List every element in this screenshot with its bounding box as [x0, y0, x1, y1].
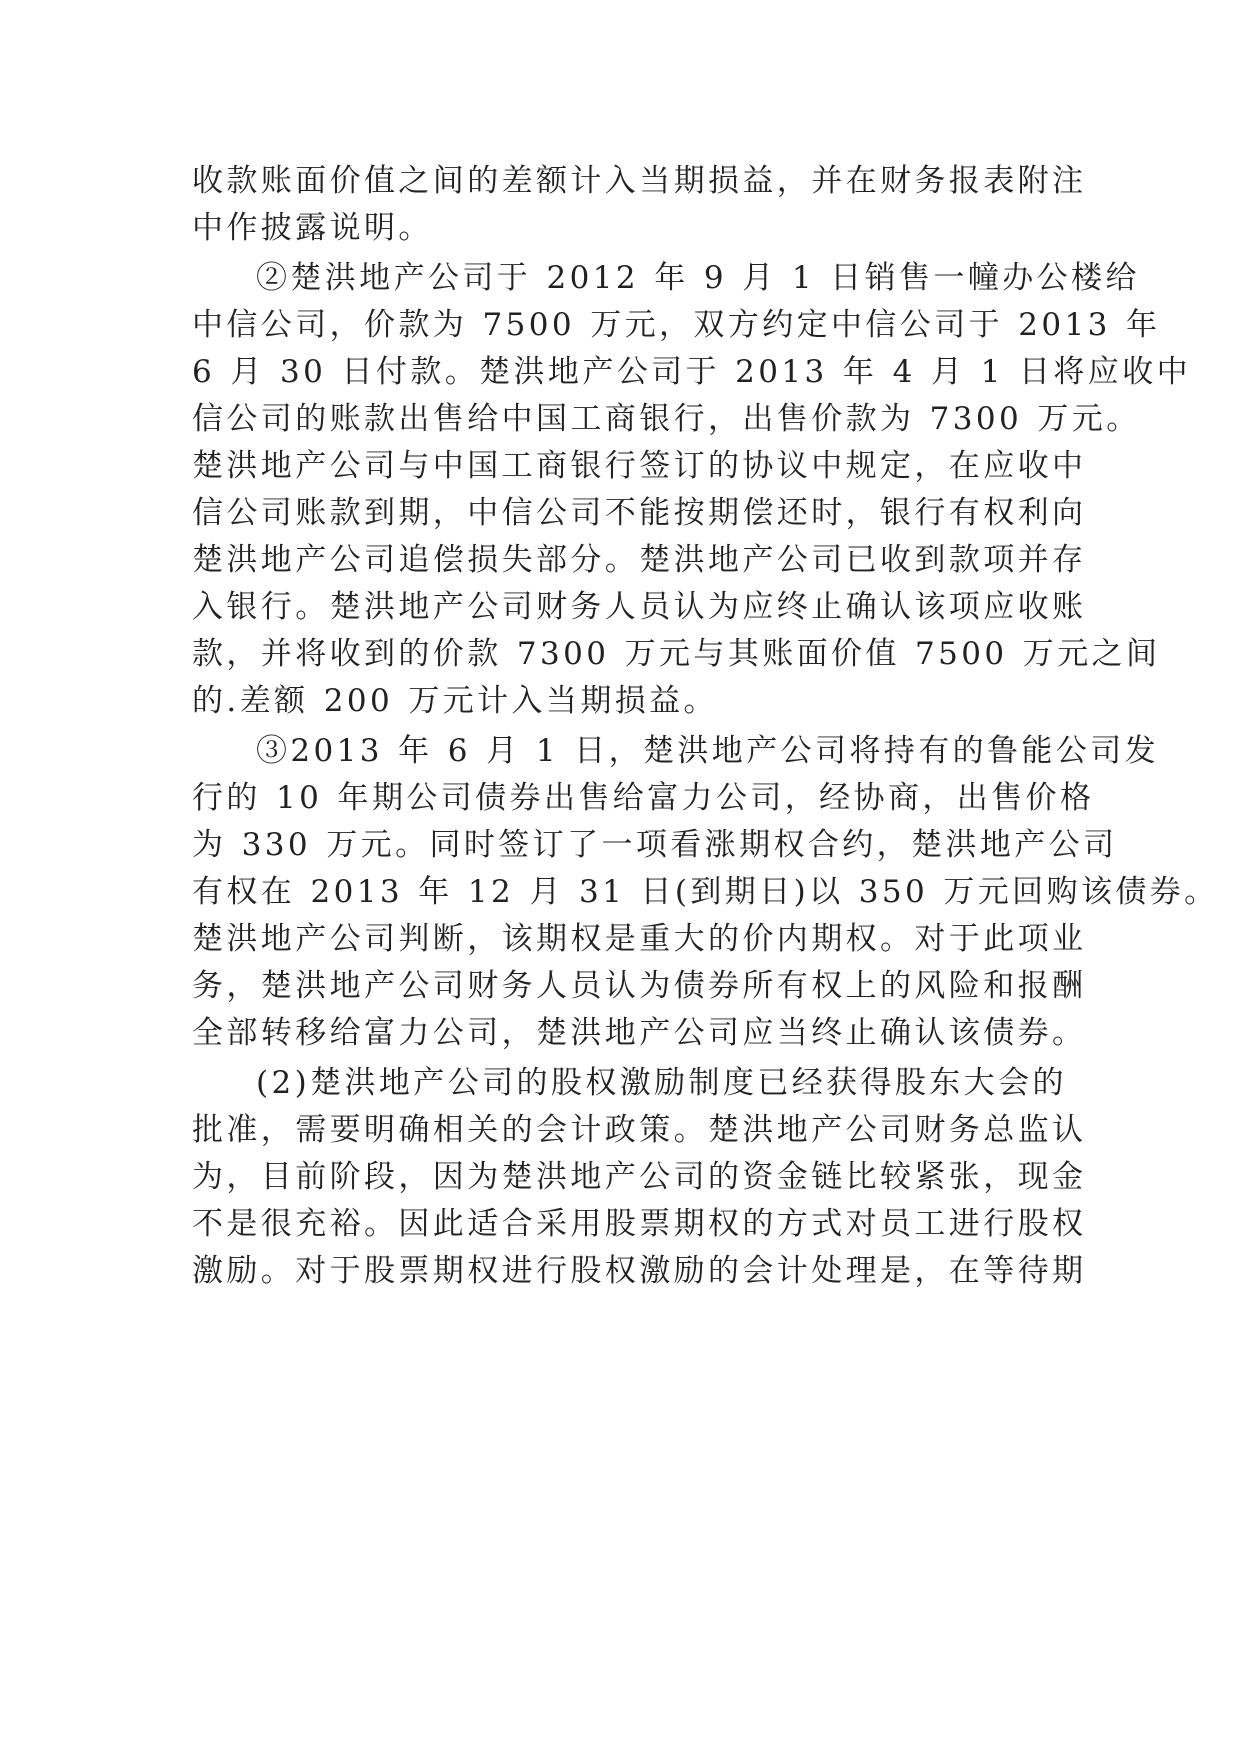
text-line: 款，并将收到的价款 7300 万元与其账面价值 7500 万元之间 — [192, 636, 1161, 672]
text-line: 务，楚洪地产公司财务人员认为债券所有权上的风险和报酬 — [192, 968, 1087, 1004]
text-line: 的.差额 200 万元计入当期损益。 — [192, 683, 718, 719]
text-line: 全部转移给富力公司，楚洪地产公司应当终止确认该债券。 — [192, 1015, 1087, 1051]
text-line: 不是很充裕。因此适合采用股票期权的方式对员工进行股权 — [192, 1206, 1087, 1242]
text-line: 6 月 30 日付款。楚洪地产公司于 2013 年 4 月 1 日将应收中 — [192, 354, 1191, 390]
text-line: 中信公司，价款为 7500 万元，双方约定中信公司于 2013 年 — [192, 307, 1161, 343]
text-line: 有权在 2013 年 12 月 31 日(到期日)以 350 万元回购该债券。 — [192, 874, 1219, 910]
text-line: 批准，需要明确相关的会计政策。楚洪地产公司财务总监认 — [192, 1112, 1087, 1148]
text-line: ③2013 年 6 月 1 日，楚洪地产公司将持有的鲁能公司发 — [256, 733, 1160, 769]
text-line: 为，目前阶段，因为楚洪地产公司的资金链比较紧张，现金 — [192, 1159, 1087, 1195]
text-line: 信公司账款到期，中信公司不能按期偿还时，银行有权利向 — [192, 495, 1087, 531]
text-line: 激励。对于股票期权进行股权激励的会计处理是，在等待期 — [192, 1253, 1087, 1289]
text-line: 信公司的账款出售给中国工商银行，出售价款为 7300 万元。 — [192, 401, 1141, 437]
text-line: 入银行。楚洪地产公司财务人员认为应终止确认该项应收账 — [192, 589, 1087, 625]
document-body — [192, 158, 1219, 1295]
text-line: 楚洪地产公司追偿损失部分。楚洪地产公司已收到款项并存 — [192, 542, 1087, 578]
text-line: (2)楚洪地产公司的股权激励制度已经获得股东大会的 — [256, 1065, 1067, 1101]
text-line: 行的 10 年期公司债券出售给富力公司，经协商，出售价格 — [192, 780, 1095, 816]
text-line: 楚洪地产公司与中国工商银行签订的协议中规定，在应收中 — [192, 448, 1087, 484]
text-line: 楚洪地产公司判断，该期权是重大的价内期权。对于此项业 — [192, 921, 1087, 957]
text-line: 收款账面价值之间的差额计入当期损益，并在财务报表附注 — [192, 163, 1087, 199]
text-line: 为 330 万元。同时签订了一项看涨期权合约，楚洪地产公司 — [192, 827, 1118, 863]
text-line: ②楚洪地产公司于 2012 年 9 月 1 日销售一幢办公楼给 — [256, 260, 1140, 296]
text-line: 中作披露说明。 — [192, 210, 433, 246]
